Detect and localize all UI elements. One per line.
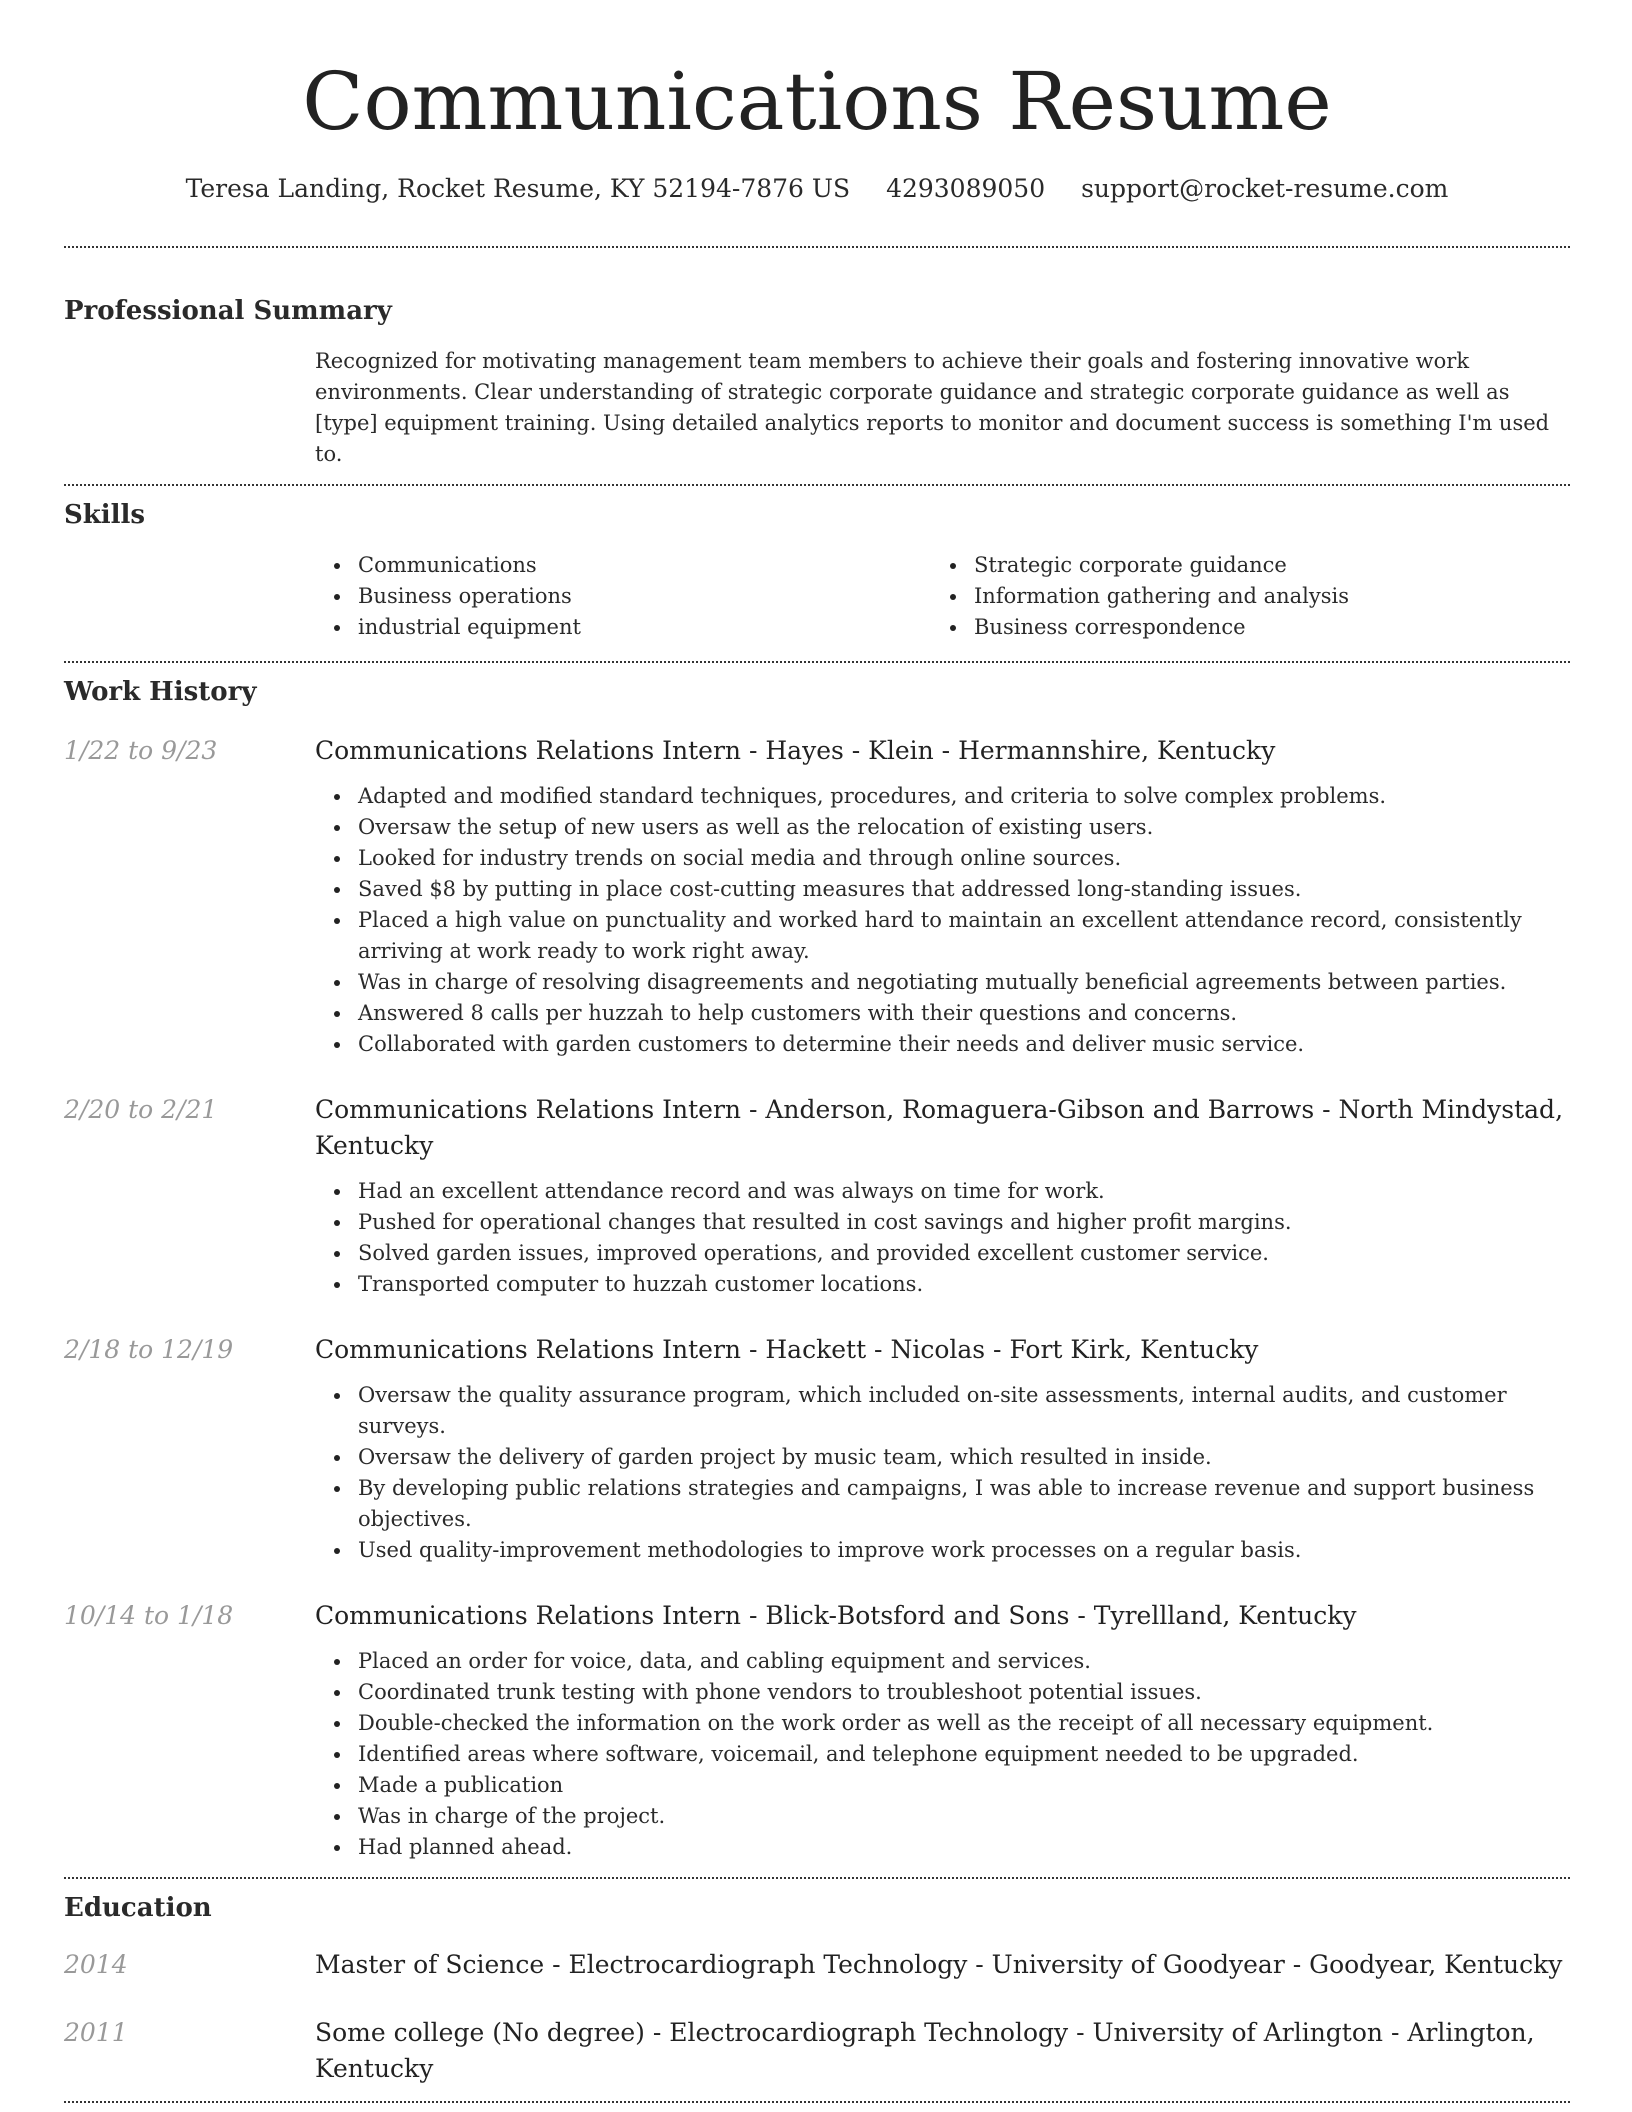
- list-item: Placed a high value on punctuality and worked hard to maintain an excellent attendance record, consistently arriving at work ready to work right away.: [315, 905, 1570, 967]
- summary-section: [64, 248, 1570, 484]
- work-heading: Communications Relations Intern - Anderson, Romaguera-Gibson and Barrows - North Mindystad, Kentucky: [315, 1095, 1564, 1160]
- work-entry: [64, 733, 1570, 1060]
- work-date: 10/14 to 1/18: [64, 1601, 234, 1630]
- contact-address: Teresa Landing, Rocket Resume, KY 52194-7876 US: [185, 174, 851, 203]
- work-history-section: [64, 663, 1570, 1877]
- work-date: 2/18 to 12/19: [64, 1335, 234, 1364]
- education-section: [64, 1879, 1570, 2101]
- skill-item: industrial equipment: [315, 612, 931, 643]
- work-heading: Communications Relations Intern - Hayes - Klein - Hermannshire, Kentucky: [315, 736, 1276, 765]
- list-item: Coordinated trunk testing with phone vendors to troubleshoot potential issues.: [315, 1677, 1570, 1708]
- education-heading: Some college (No degree) - Electrocardiograph Technology - University of Arlington - Arlington, Kentucky: [315, 2018, 1535, 2083]
- list-item: Placed an order for voice, data, and cabling equipment and services.: [315, 1646, 1570, 1677]
- list-item: Saved $8 by putting in place cost-cutting measures that addressed long-standing issues.: [315, 874, 1570, 905]
- education-heading: Master of Science - Electrocardiograph Technology - University of Goodyear - Goodyear, Kentucky: [315, 1950, 1563, 1979]
- work-bullets: [315, 1176, 1570, 1300]
- resume-page: [64, 0, 1570, 2103]
- skill-item: Information gathering and analysis: [931, 581, 1547, 612]
- work-entry: [64, 1332, 1570, 1566]
- list-item: Was in charge of resolving disagreements and negotiating mutually beneficial agreements between parties.: [315, 967, 1570, 998]
- section-title-summary: Professional Summary: [64, 296, 392, 326]
- list-item: Identified areas where software, voicemail, and telephone equipment needed to be upgraded.: [315, 1739, 1570, 1770]
- skills-list: [315, 550, 1570, 661]
- list-item: By developing public relations strategies and campaigns, I was able to increase revenue and support business objectives.: [315, 1473, 1570, 1535]
- list-item: Looked for industry trends on social media and through online sources.: [315, 843, 1570, 874]
- summary-text: Recognized for motivating management team members to achieve their goals and fostering innovative work environments. Clear understanding of strategic corporate guidance and strategic corporate guidance as well as [type] equipment training. Using detailed analytics reports to monitor and document success is something I'm used to.: [315, 349, 1550, 466]
- section-title-skills: Skills: [64, 500, 146, 530]
- list-item: Adapted and modified standard techniques, procedures, and criteria to solve complex problems.: [315, 781, 1570, 812]
- list-item: Oversaw the delivery of garden project by music team, which resulted in inside.: [315, 1442, 1570, 1473]
- list-item: Made a publication: [315, 1770, 1570, 1801]
- skills-section: [64, 486, 1570, 661]
- skill-item: Business operations: [315, 581, 931, 612]
- contact-email: support@rocket-resume.com: [1081, 174, 1449, 203]
- work-date: 1/22 to 9/23: [64, 736, 218, 765]
- education-date: 2014: [64, 1950, 128, 1979]
- list-item: Used quality-improvement methodologies to improve work processes on a regular basis.: [315, 1535, 1570, 1566]
- list-item: Oversaw the setup of new users as well as the relocation of existing users.: [315, 812, 1570, 843]
- education-date: 2011: [64, 2018, 128, 2047]
- list-item: Was in charge of the project.: [315, 1801, 1570, 1832]
- list-item: Pushed for operational changes that resulted in cost savings and higher profit margins.: [315, 1207, 1570, 1238]
- skill-item: Communications: [315, 550, 931, 581]
- section-title-work: Work History: [64, 677, 257, 707]
- work-bullets: [315, 781, 1570, 1060]
- work-entry: [64, 1598, 1570, 1877]
- divider: [64, 2101, 1570, 2103]
- list-item: Answered 8 calls per huzzah to help customers with their questions and concerns.: [315, 998, 1570, 1029]
- contact-phone: 4293089050: [886, 174, 1046, 203]
- work-entry: [64, 1092, 1570, 1300]
- work-bullets: [315, 1380, 1570, 1566]
- list-item: Had an excellent attendance record and was always on time for work.: [315, 1176, 1570, 1207]
- list-item: Double-checked the information on the work order as well as the receipt of all necessary equipment.: [315, 1708, 1570, 1739]
- section-title-education: Education: [64, 1893, 212, 1923]
- list-item: Transported computer to huzzah customer locations.: [315, 1269, 1570, 1300]
- list-item: Had planned ahead.: [315, 1832, 1570, 1863]
- education-entry: [64, 2015, 1570, 2101]
- skills-column-left: [315, 550, 931, 643]
- education-entry: [64, 1947, 1570, 1983]
- page-title: Communications Resume: [302, 55, 1332, 148]
- contact-line: [64, 172, 1570, 206]
- skill-item: Business correspondence: [931, 612, 1547, 643]
- skill-item: Strategic corporate guidance: [931, 550, 1547, 581]
- list-item: Oversaw the quality assurance program, which included on-site assessments, internal audits, and customer surveys.: [315, 1380, 1570, 1442]
- work-heading: Communications Relations Intern - Hackett - Nicolas - Fort Kirk, Kentucky: [315, 1335, 1259, 1364]
- skills-column-right: [931, 550, 1547, 643]
- list-item: Collaborated with garden customers to determine their needs and deliver music service.: [315, 1029, 1570, 1060]
- list-item: Solved garden issues, improved operations, and provided excellent customer service.: [315, 1238, 1570, 1269]
- work-bullets: [315, 1646, 1570, 1863]
- work-date: 2/20 to 2/21: [64, 1095, 218, 1124]
- work-heading: Communications Relations Intern - Blick-Botsford and Sons - Tyrellland, Kentucky: [315, 1601, 1357, 1630]
